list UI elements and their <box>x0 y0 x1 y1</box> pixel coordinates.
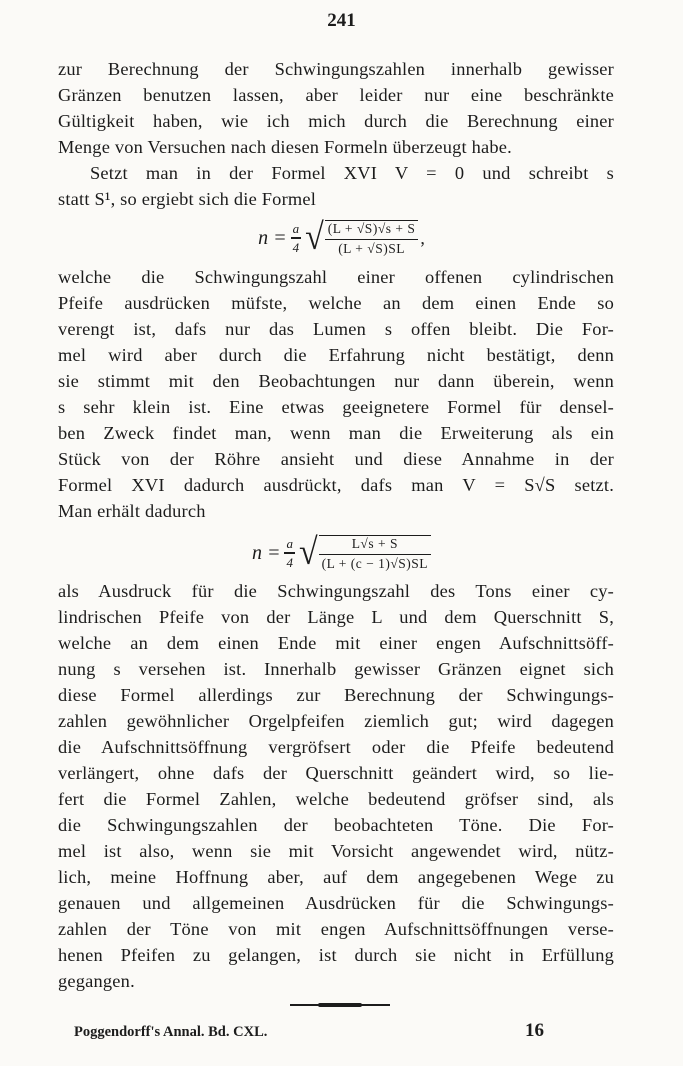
coefficient-numerator: a <box>286 536 293 552</box>
coefficient-numerator: a <box>292 221 300 237</box>
paragraph-4 <box>58 578 614 994</box>
text-line: nung s versehen ist. Innerhalb gewisser Gränzen eignet sich <box>58 659 614 679</box>
text-line: sie stimmt mit den Beobachtungen nur dann überein, wenn <box>58 371 614 391</box>
text-line: s sehr klein ist. Eine etwas geeignetere Formel für densel- <box>58 397 614 417</box>
radicand-numerator: (L + √S)√s + S <box>327 221 416 237</box>
fraction-bar <box>284 552 295 553</box>
text-line: genauen und allgemeinen Ausdrücken für die Schwingungs- <box>58 893 614 913</box>
text-line: Formel XVI dadurch ausdrückt, dafs man V = S√S setzt. <box>58 475 614 495</box>
text-line: welche an dem einen Ende mit einer engen Aufschnittsöff- <box>58 633 614 653</box>
paragraph-2 <box>58 160 614 212</box>
text-line: diese Formel allerdings zur Berechnung der Schwingungs- <box>58 685 614 705</box>
text-line: ben Zweck findet man, wenn man die Erweiterung als ein <box>58 423 614 443</box>
formula-lhs: n = <box>258 226 287 249</box>
text-line: mel wird aber durch die Erfahrung nicht bestätigt, denn <box>58 345 614 365</box>
text-line: Stück von der Röhre ansieht und diese Annahme in der <box>58 449 614 469</box>
page-number: 241 <box>327 10 356 31</box>
fraction-bar <box>291 237 302 238</box>
formula-comma: , <box>420 227 425 248</box>
text-line: fert die Formel Zahlen, welche bedeutend gröfser sind, als <box>58 789 614 809</box>
signature-mark: 16 <box>525 1020 544 1041</box>
coefficient-fraction <box>284 537 295 568</box>
coefficient-denominator: 4 <box>286 554 293 570</box>
text-line: Man erhält dadurch <box>58 501 206 521</box>
formula-lhs: n = <box>251 541 281 564</box>
fraction-bar <box>319 554 431 555</box>
text-line: lindrischen Pfeife von der Länge L und dem Querschnitt S, <box>58 607 614 627</box>
page-footer <box>74 1020 544 1042</box>
radicand-fraction <box>325 220 419 255</box>
text-line: als Ausdruck für die Schwingungszahl des Tons einer cy- <box>58 581 614 601</box>
formula-2 <box>0 528 683 578</box>
text-line: gegangen. <box>58 971 135 991</box>
text-line: verlängert, ohne dafs der Querschnitt geändert wird, so lie- <box>58 763 614 783</box>
text-line: lich, meine Hoffnung aber, auf dem angegebenen Wege zu <box>58 867 614 887</box>
text-line: Gültigkeit haben, wie ich mich durch die Berechnung einer <box>58 111 614 131</box>
text-line: zur Berechnung der Schwingungszahlen innerhalb gewisser <box>58 59 614 79</box>
journal-reference: Poggendorff's Annal. Bd. CXL. <box>74 1024 268 1040</box>
square-root-icon: √ <box>305 217 324 258</box>
radicand-denominator: (L + √S)SL <box>338 241 405 257</box>
text-line: statt S¹, so ergiebt sich die Formel <box>58 189 317 209</box>
text-line: henen Pfeifen zu gelangen, ist durch sie nicht in Erfüllung <box>58 945 614 965</box>
square-root-icon: √ <box>298 532 318 573</box>
text-line: zahlen der Töne von mit engen Aufschnittsöffnungen verse- <box>58 919 614 939</box>
text-line: die Aufschnittsöffnung vergröfsert oder die Pfeife bedeutend <box>58 737 614 757</box>
coefficient-fraction <box>291 222 302 253</box>
text-line: welche die Schwingungszahl einer offenen cylindrischen <box>58 267 614 287</box>
text-line: Gränzen benutzen lassen, aber leider nur eine beschränkte <box>58 85 614 105</box>
text-line: zahlen gewöhnlicher Orgelpfeifen ziemlich gut; wird dagegen <box>58 711 614 731</box>
formula-1 <box>0 213 683 263</box>
text-line: Pfeife ausdrücken müfste, welche an dem einen Ende so <box>58 293 614 313</box>
text-line: die Schwingungszahlen der beobachteten Töne. Die For- <box>58 815 614 835</box>
text-line: Setzt man in der Formel XVI V = 0 und schreibt s <box>90 163 614 183</box>
text-line: verengt ist, dafs nur das Lumen s offen bleibt. Die For- <box>58 319 614 339</box>
fraction-bar <box>325 239 419 240</box>
text-line: Menge von Versuchen nach diesen Formeln überzeugt habe. <box>58 137 512 157</box>
radicand-denominator: (L + (c − 1)√S)SL <box>321 556 429 572</box>
radicand-fraction <box>319 535 431 570</box>
paragraph-1 <box>58 56 614 160</box>
radicand-numerator: L√s + S <box>351 536 398 552</box>
section-divider <box>290 1004 390 1006</box>
text-line: mel ist also, wenn sie mit Vorsicht angewendet wird, nütz- <box>58 841 614 861</box>
paragraph-3 <box>58 264 614 524</box>
coefficient-denominator: 4 <box>292 239 300 255</box>
